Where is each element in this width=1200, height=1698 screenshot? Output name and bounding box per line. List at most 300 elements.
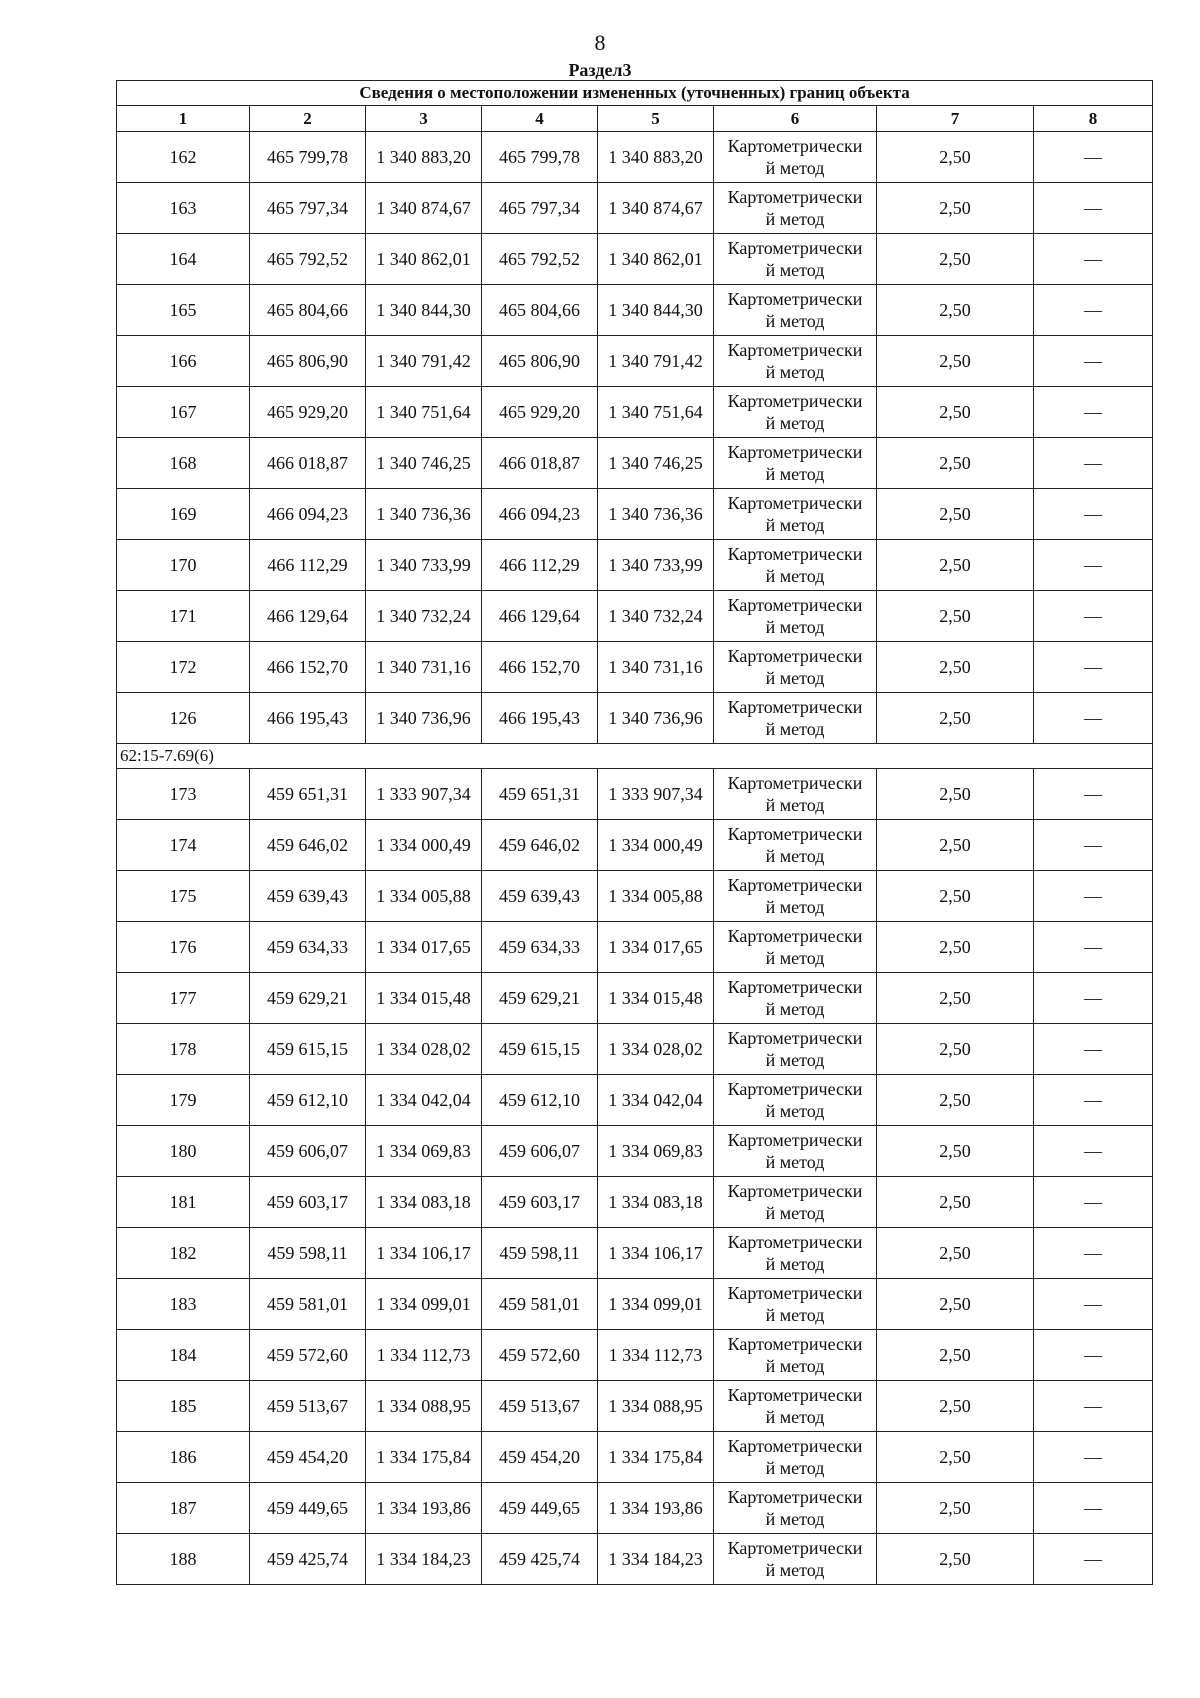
x-new-cell: 466 094,23: [482, 489, 598, 540]
description-cell: —: [1034, 922, 1153, 973]
table-row: [117, 1279, 1153, 1330]
y-new-cell: 1 334 112,73: [598, 1330, 714, 1381]
y-new-cell: 1 340 733,99: [598, 540, 714, 591]
method-text: Картометрически: [727, 824, 863, 844]
method-text: Картометрически: [727, 136, 863, 156]
y-new-cell: 1 334 099,01: [598, 1279, 714, 1330]
y-old-cell: 1 340 732,24: [366, 591, 482, 642]
method-text: й метод: [765, 1101, 825, 1121]
method-text: Картометрически: [727, 1385, 863, 1405]
method-text: й метод: [765, 1560, 825, 1580]
description-cell: —: [1034, 693, 1153, 744]
method-text: Картометрически: [727, 1232, 863, 1252]
method-text: Картометрически: [727, 391, 863, 411]
x-new-cell: 459 615,15: [482, 1024, 598, 1075]
description-cell: —: [1034, 285, 1153, 336]
y-new-cell: 1 334 088,95: [598, 1381, 714, 1432]
y-new-cell: 1 334 015,48: [598, 973, 714, 1024]
method-text: Картометрически: [727, 1079, 863, 1099]
x-new-cell: 466 129,64: [482, 591, 598, 642]
method-cell: [714, 336, 877, 387]
x-new-cell: 459 603,17: [482, 1177, 598, 1228]
method-cell: [714, 285, 877, 336]
table-row: [117, 769, 1153, 820]
y-old-cell: 1 340 733,99: [366, 540, 482, 591]
method-text: Картометрически: [727, 1487, 863, 1507]
group-label: 62:15-7.69(6): [117, 744, 1153, 769]
accuracy-cell: 2,50: [877, 693, 1034, 744]
method-cell: [714, 1483, 877, 1534]
description-cell: —: [1034, 1330, 1153, 1381]
y-new-cell: 1 333 907,34: [598, 769, 714, 820]
y-new-cell: 1 340 874,67: [598, 183, 714, 234]
description-cell: —: [1034, 1381, 1153, 1432]
method-text: й метод: [765, 362, 825, 382]
y-new-cell: 1 334 083,18: [598, 1177, 714, 1228]
x-new-cell: 459 651,31: [482, 769, 598, 820]
y-old-cell: 1 340 862,01: [366, 234, 482, 285]
y-old-cell: 1 334 083,18: [366, 1177, 482, 1228]
x-new-cell: 465 799,78: [482, 132, 598, 183]
description-cell: —: [1034, 438, 1153, 489]
accuracy-cell: 2,50: [877, 540, 1034, 591]
x-new-cell: 459 606,07: [482, 1126, 598, 1177]
point-number-cell: 174: [117, 820, 250, 871]
method-text: й метод: [765, 158, 825, 178]
y-new-cell: 1 340 862,01: [598, 234, 714, 285]
point-number-cell: 187: [117, 1483, 250, 1534]
method-cell: [714, 591, 877, 642]
table-row: [117, 1330, 1153, 1381]
x-old-cell: 459 513,67: [250, 1381, 366, 1432]
y-old-cell: 1 334 193,86: [366, 1483, 482, 1534]
method-text: Картометрически: [727, 238, 863, 258]
point-number-cell: 181: [117, 1177, 250, 1228]
section-title: Раздел3: [568, 60, 632, 80]
x-new-cell: 466 195,43: [482, 693, 598, 744]
method-cell: [714, 1432, 877, 1483]
accuracy-cell: 2,50: [877, 1330, 1034, 1381]
x-new-cell: 459 425,74: [482, 1534, 598, 1585]
table-row: [117, 183, 1153, 234]
description-cell: —: [1034, 820, 1153, 871]
point-number-cell: 176: [117, 922, 250, 973]
y-new-cell: 1 340 751,64: [598, 387, 714, 438]
y-new-cell: 1 334 042,04: [598, 1075, 714, 1126]
point-number-cell: 168: [117, 438, 250, 489]
method-text: й метод: [765, 617, 825, 637]
y-old-cell: 1 340 736,36: [366, 489, 482, 540]
method-text: Картометрически: [727, 697, 863, 717]
method-text: Картометрически: [727, 595, 863, 615]
method-cell: [714, 693, 877, 744]
description-cell: —: [1034, 540, 1153, 591]
y-old-cell: 1 340 746,25: [366, 438, 482, 489]
x-new-cell: 459 513,67: [482, 1381, 598, 1432]
description-cell: —: [1034, 1279, 1153, 1330]
point-number-cell: 179: [117, 1075, 250, 1126]
method-text: й метод: [765, 260, 825, 280]
y-new-cell: 1 334 175,84: [598, 1432, 714, 1483]
accuracy-cell: 2,50: [877, 1534, 1034, 1585]
point-number-cell: 167: [117, 387, 250, 438]
table-row: [117, 1177, 1153, 1228]
accuracy-cell: 2,50: [877, 234, 1034, 285]
x-old-cell: 465 804,66: [250, 285, 366, 336]
table-row: [117, 642, 1153, 693]
method-text: й метод: [765, 1356, 825, 1376]
method-text: й метод: [765, 948, 825, 968]
point-number-cell: 188: [117, 1534, 250, 1585]
method-text: Картометрически: [727, 1538, 863, 1558]
method-text: й метод: [765, 1152, 825, 1172]
accuracy-cell: 2,50: [877, 1381, 1034, 1432]
accuracy-cell: 2,50: [877, 1483, 1034, 1534]
y-new-cell: 1 340 883,20: [598, 132, 714, 183]
point-number-cell: 178: [117, 1024, 250, 1075]
method-text: й метод: [765, 846, 825, 866]
y-old-cell: 1 334 000,49: [366, 820, 482, 871]
description-cell: —: [1034, 1432, 1153, 1483]
table-row: [117, 693, 1153, 744]
y-new-cell: 1 334 069,83: [598, 1126, 714, 1177]
description-cell: —: [1034, 1483, 1153, 1534]
accuracy-cell: 2,50: [877, 973, 1034, 1024]
table-row: [117, 1075, 1153, 1126]
method-cell: [714, 234, 877, 285]
y-old-cell: 1 334 106,17: [366, 1228, 482, 1279]
y-old-cell: 1 340 791,42: [366, 336, 482, 387]
x-old-cell: 466 129,64: [250, 591, 366, 642]
accuracy-cell: 2,50: [877, 642, 1034, 693]
y-old-cell: 1 334 042,04: [366, 1075, 482, 1126]
accuracy-cell: 2,50: [877, 387, 1034, 438]
point-number-cell: 164: [117, 234, 250, 285]
point-number-cell: 126: [117, 693, 250, 744]
x-new-cell: 459 572,60: [482, 1330, 598, 1381]
table-caption: Сведения о местоположении измененных (уточненных) границ объекта: [117, 81, 1153, 106]
method-text: й метод: [765, 209, 825, 229]
description-cell: —: [1034, 973, 1153, 1024]
point-number-cell: 175: [117, 871, 250, 922]
accuracy-cell: 2,50: [877, 922, 1034, 973]
group-row: [117, 744, 1153, 769]
accuracy-cell: 2,50: [877, 1432, 1034, 1483]
column-header: 6: [714, 106, 877, 132]
y-new-cell: 1 334 028,02: [598, 1024, 714, 1075]
method-text: Картометрически: [727, 340, 863, 360]
y-new-cell: 1 340 736,36: [598, 489, 714, 540]
description-cell: —: [1034, 489, 1153, 540]
method-text: й метод: [765, 1254, 825, 1274]
method-cell: [714, 1024, 877, 1075]
table-row: [117, 1432, 1153, 1483]
x-old-cell: 459 425,74: [250, 1534, 366, 1585]
description-cell: —: [1034, 1075, 1153, 1126]
x-new-cell: 459 581,01: [482, 1279, 598, 1330]
x-old-cell: 459 615,15: [250, 1024, 366, 1075]
y-old-cell: 1 334 099,01: [366, 1279, 482, 1330]
method-text: й метод: [765, 897, 825, 917]
description-cell: —: [1034, 642, 1153, 693]
table-row: [117, 1228, 1153, 1279]
method-text: Картометрически: [727, 1283, 863, 1303]
y-old-cell: 1 334 112,73: [366, 1330, 482, 1381]
method-text: й метод: [765, 566, 825, 586]
table-row: [117, 285, 1153, 336]
description-cell: —: [1034, 336, 1153, 387]
accuracy-cell: 2,50: [877, 132, 1034, 183]
x-old-cell: 459 603,17: [250, 1177, 366, 1228]
y-old-cell: 1 334 005,88: [366, 871, 482, 922]
x-new-cell: 459 612,10: [482, 1075, 598, 1126]
x-old-cell: 466 112,29: [250, 540, 366, 591]
method-cell: [714, 1228, 877, 1279]
coordinates-table: [116, 80, 1153, 1585]
table-row: [117, 871, 1153, 922]
table-row: [117, 489, 1153, 540]
table-row: [117, 1381, 1153, 1432]
method-cell: [714, 1075, 877, 1126]
method-text: й метод: [765, 1407, 825, 1427]
method-text: Картометрически: [727, 773, 863, 793]
method-cell: [714, 922, 877, 973]
description-cell: —: [1034, 1024, 1153, 1075]
y-old-cell: 1 340 736,96: [366, 693, 482, 744]
method-text: Картометрически: [727, 442, 863, 462]
x-new-cell: 459 634,33: [482, 922, 598, 973]
point-number-cell: 162: [117, 132, 250, 183]
column-header: 2: [250, 106, 366, 132]
method-cell: [714, 1381, 877, 1432]
x-old-cell: 459 606,07: [250, 1126, 366, 1177]
method-cell: [714, 973, 877, 1024]
accuracy-cell: 2,50: [877, 438, 1034, 489]
y-old-cell: 1 340 731,16: [366, 642, 482, 693]
description-cell: —: [1034, 387, 1153, 438]
table-row: [117, 1483, 1153, 1534]
table-body: [117, 132, 1153, 1585]
accuracy-cell: 2,50: [877, 1126, 1034, 1177]
accuracy-cell: 2,50: [877, 1024, 1034, 1075]
x-new-cell: 459 639,43: [482, 871, 598, 922]
accuracy-cell: 2,50: [877, 1279, 1034, 1330]
table-row: [117, 820, 1153, 871]
method-text: й метод: [765, 1050, 825, 1070]
point-number-cell: 170: [117, 540, 250, 591]
method-text: Картометрически: [727, 1130, 863, 1150]
x-new-cell: 459 454,20: [482, 1432, 598, 1483]
accuracy-cell: 2,50: [877, 336, 1034, 387]
x-new-cell: 466 152,70: [482, 642, 598, 693]
method-text: й метод: [765, 515, 825, 535]
method-text: Картометрически: [727, 1181, 863, 1201]
point-number-cell: 166: [117, 336, 250, 387]
point-number-cell: 182: [117, 1228, 250, 1279]
x-new-cell: 466 112,29: [482, 540, 598, 591]
column-header: 7: [877, 106, 1034, 132]
x-old-cell: 466 152,70: [250, 642, 366, 693]
method-text: й метод: [765, 464, 825, 484]
method-text: й метод: [765, 1203, 825, 1223]
method-cell: [714, 387, 877, 438]
description-cell: —: [1034, 591, 1153, 642]
page-number: 8: [594, 30, 606, 55]
description-cell: —: [1034, 1228, 1153, 1279]
description-cell: —: [1034, 234, 1153, 285]
x-old-cell: 466 018,87: [250, 438, 366, 489]
table-row: [117, 234, 1153, 285]
x-old-cell: 459 634,33: [250, 922, 366, 973]
y-new-cell: 1 340 844,30: [598, 285, 714, 336]
method-text: й метод: [765, 311, 825, 331]
y-new-cell: 1 334 000,49: [598, 820, 714, 871]
x-new-cell: 465 797,34: [482, 183, 598, 234]
method-text: й метод: [765, 1509, 825, 1529]
table-row: [117, 1126, 1153, 1177]
description-cell: —: [1034, 769, 1153, 820]
y-new-cell: 1 340 736,96: [598, 693, 714, 744]
method-text: й метод: [765, 1458, 825, 1478]
method-text: й метод: [765, 999, 825, 1019]
accuracy-cell: 2,50: [877, 1228, 1034, 1279]
y-new-cell: 1 334 106,17: [598, 1228, 714, 1279]
method-text: Картометрически: [727, 875, 863, 895]
x-old-cell: 459 651,31: [250, 769, 366, 820]
method-text: Картометрически: [727, 926, 863, 946]
column-header: 4: [482, 106, 598, 132]
x-old-cell: 466 094,23: [250, 489, 366, 540]
x-old-cell: 466 195,43: [250, 693, 366, 744]
point-number-cell: 185: [117, 1381, 250, 1432]
method-cell: [714, 1534, 877, 1585]
table-row: [117, 336, 1153, 387]
accuracy-cell: 2,50: [877, 820, 1034, 871]
y-old-cell: 1 340 874,67: [366, 183, 482, 234]
method-cell: [714, 489, 877, 540]
method-text: й метод: [765, 1305, 825, 1325]
description-cell: —: [1034, 1534, 1153, 1585]
y-old-cell: 1 334 184,23: [366, 1534, 482, 1585]
method-text: Картометрически: [727, 1028, 863, 1048]
accuracy-cell: 2,50: [877, 769, 1034, 820]
table-row: [117, 1024, 1153, 1075]
x-old-cell: 459 639,43: [250, 871, 366, 922]
method-text: Картометрически: [727, 1334, 863, 1354]
column-header: 8: [1034, 106, 1153, 132]
x-old-cell: 465 929,20: [250, 387, 366, 438]
method-cell: [714, 540, 877, 591]
y-new-cell: 1 334 005,88: [598, 871, 714, 922]
point-number-cell: 163: [117, 183, 250, 234]
x-new-cell: 459 629,21: [482, 973, 598, 1024]
point-number-cell: 180: [117, 1126, 250, 1177]
method-text: Картометрически: [727, 187, 863, 207]
x-old-cell: 459 572,60: [250, 1330, 366, 1381]
y-old-cell: 1 340 883,20: [366, 132, 482, 183]
accuracy-cell: 2,50: [877, 871, 1034, 922]
method-text: Картометрически: [727, 646, 863, 666]
table-row: [117, 387, 1153, 438]
accuracy-cell: 2,50: [877, 183, 1034, 234]
y-old-cell: 1 334 088,95: [366, 1381, 482, 1432]
column-header: 1: [117, 106, 250, 132]
method-cell: [714, 1126, 877, 1177]
method-cell: [714, 871, 877, 922]
x-new-cell: 459 646,02: [482, 820, 598, 871]
x-old-cell: 465 806,90: [250, 336, 366, 387]
x-new-cell: 465 804,66: [482, 285, 598, 336]
accuracy-cell: 2,50: [877, 1075, 1034, 1126]
column-header: 5: [598, 106, 714, 132]
method-text: Картометрически: [727, 544, 863, 564]
method-cell: [714, 1279, 877, 1330]
method-cell: [714, 183, 877, 234]
y-old-cell: 1 334 175,84: [366, 1432, 482, 1483]
method-text: Картометрически: [727, 1436, 863, 1456]
accuracy-cell: 2,50: [877, 489, 1034, 540]
x-new-cell: 465 929,20: [482, 387, 598, 438]
method-cell: [714, 1330, 877, 1381]
method-cell: [714, 1177, 877, 1228]
description-cell: —: [1034, 1126, 1153, 1177]
method-text: й метод: [765, 719, 825, 739]
point-number-cell: 172: [117, 642, 250, 693]
y-old-cell: 1 333 907,34: [366, 769, 482, 820]
table-row: [117, 1534, 1153, 1585]
x-old-cell: 465 792,52: [250, 234, 366, 285]
table-row: [117, 973, 1153, 1024]
accuracy-cell: 2,50: [877, 591, 1034, 642]
accuracy-cell: 2,50: [877, 285, 1034, 336]
y-old-cell: 1 340 844,30: [366, 285, 482, 336]
method-cell: [714, 642, 877, 693]
x-new-cell: 465 806,90: [482, 336, 598, 387]
x-old-cell: 459 612,10: [250, 1075, 366, 1126]
description-cell: —: [1034, 871, 1153, 922]
y-new-cell: 1 334 017,65: [598, 922, 714, 973]
x-new-cell: 459 598,11: [482, 1228, 598, 1279]
y-new-cell: 1 340 731,16: [598, 642, 714, 693]
point-number-cell: 173: [117, 769, 250, 820]
table-row: [117, 591, 1153, 642]
y-new-cell: 1 340 791,42: [598, 336, 714, 387]
point-number-cell: 183: [117, 1279, 250, 1330]
description-cell: —: [1034, 1177, 1153, 1228]
y-old-cell: 1 334 069,83: [366, 1126, 482, 1177]
y-old-cell: 1 334 017,65: [366, 922, 482, 973]
method-cell: [714, 820, 877, 871]
point-number-cell: 165: [117, 285, 250, 336]
table-row: [117, 540, 1153, 591]
point-number-cell: 169: [117, 489, 250, 540]
table-row: [117, 438, 1153, 489]
x-old-cell: 465 799,78: [250, 132, 366, 183]
y-old-cell: 1 334 015,48: [366, 973, 482, 1024]
method-text: й метод: [765, 413, 825, 433]
x-old-cell: 459 646,02: [250, 820, 366, 871]
point-number-cell: 184: [117, 1330, 250, 1381]
description-cell: —: [1034, 132, 1153, 183]
method-text: й метод: [765, 795, 825, 815]
x-new-cell: 465 792,52: [482, 234, 598, 285]
point-number-cell: 177: [117, 973, 250, 1024]
table-row: [117, 132, 1153, 183]
y-new-cell: 1 340 746,25: [598, 438, 714, 489]
x-new-cell: 459 449,65: [482, 1483, 598, 1534]
point-number-cell: 171: [117, 591, 250, 642]
x-old-cell: 465 797,34: [250, 183, 366, 234]
